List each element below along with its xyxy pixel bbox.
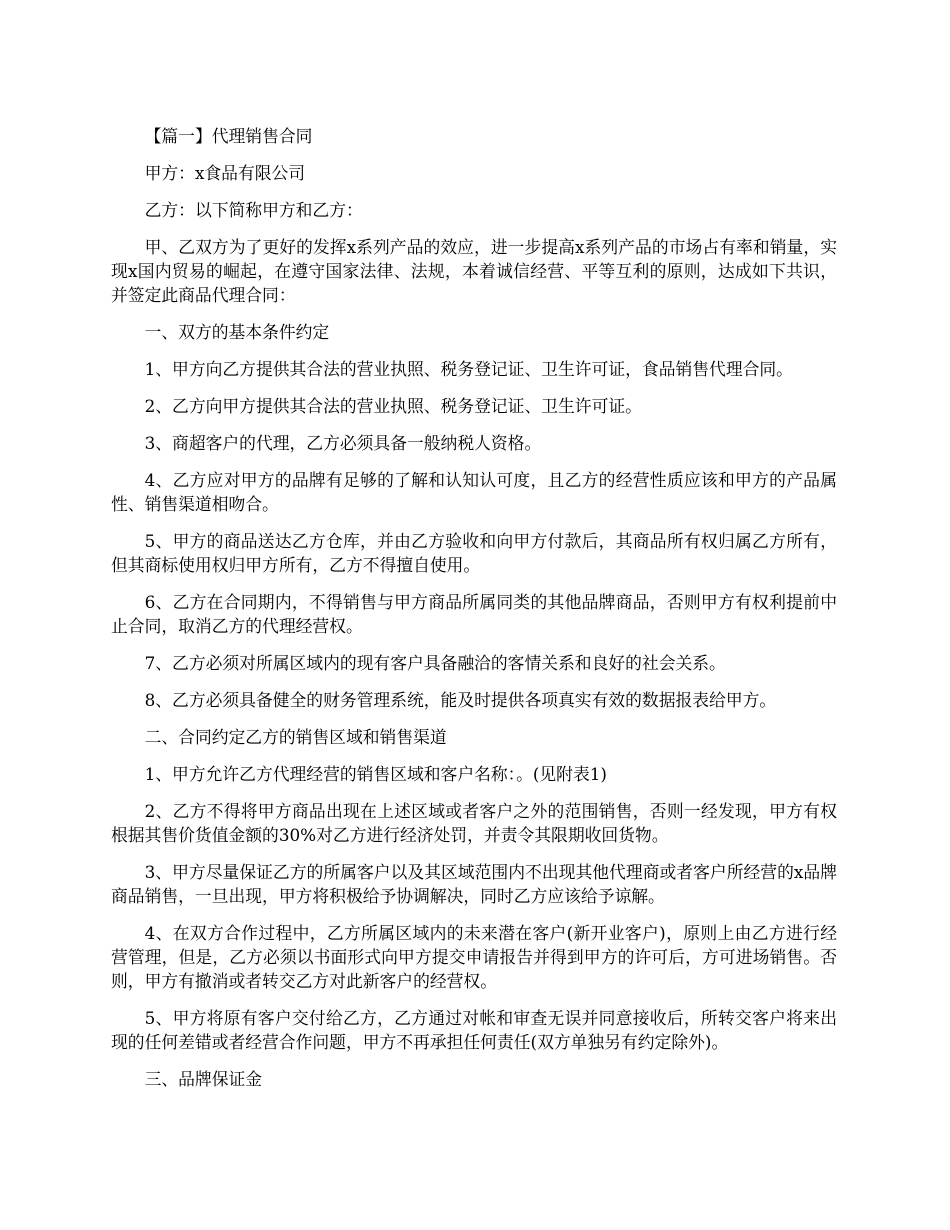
clause-item: 7、乙方必须对所属区域内的现有客户具备融洽的客情关系和良好的社会关系。 [144, 653, 726, 673]
clause-heading-3: 三、品牌保证金 [144, 1069, 263, 1089]
clause-heading-1: 一、双方的基本条件约定 [144, 322, 330, 342]
section-title: 【篇一】代理销售合同 [144, 126, 313, 146]
clause-item: 2、乙方向甲方提供其合法的营业执照、税务登记证、卫生许可证。 [144, 396, 642, 416]
clause-item: 1、甲方向乙方提供其合法的营业执照、税务登记证、卫生许可证，食品销售代理合同。 [144, 359, 793, 379]
clause-heading-2: 二、合同约定乙方的销售区域和销售渠道 [144, 727, 447, 747]
document-page [111, 124, 837, 1104]
clause-item: 8、乙方必须具备健全的财务管理系统，能及时提供各项真实有效的数据报表给甲方。 [144, 690, 777, 710]
clause-item: 4、乙方应对甲方的品牌有足够的了解和认知认可度，且乙方的经营性质应该和甲方的产品属性、销售渠道相吻合。 [111, 470, 837, 514]
clause-item: 5、甲方将原有客户交付给乙方，乙方通过对帐和审查无误并同意接收后，所转交客户将来出现的任何差错或者经营合作问题，甲方不再承担任何责任(双方单独另有约定除外)。 [111, 1008, 837, 1052]
clause-item: 4、在双方合作过程中，乙方所属区域内的未来潜在客户(新开业客户)，原则上由乙方进行经营管理，但是，乙方必须以书面形式向甲方提交申请报告并得到甲方的许可后，方可进场销售。否则，甲方有撤消或者转交乙方对此新客户的经营权。 [111, 923, 837, 991]
clause-item: 3、商超客户的代理，乙方必须具备一般纳税人资格。 [144, 433, 542, 453]
clause-item: 3、甲方尽量保证乙方的所属客户以及其区域范围内不出现其他代理商或者客户所经营的x品牌商品销售，一旦出现，甲方将积极给予协调解决，同时乙方应该给予谅解。 [111, 862, 837, 906]
clause-item: 2、乙方不得将甲方商品出现在上述区域或者客户之外的范围销售，否则一经发现，甲方有权根据其售价货值金额的30%对乙方进行经济处罚，并责令其限期收回货物。 [111, 801, 837, 845]
party-a-line: 甲方：x食品有限公司 [144, 163, 306, 183]
clause-item: 1、甲方允许乙方代理经营的销售区域和客户名称：。(见附表1) [144, 764, 607, 784]
preamble-paragraph: 甲、乙双方为了更好的发挥x系列产品的效应，进一步提高x系列产品的市场占有率和销量，实现x国内贸易的崛起，在遵守国家法律、法规，本着诚信经营、平等互利的原则，达成如下共识，并签定此商品代理合同： [111, 237, 837, 305]
clause-item: 5、甲方的商品送达乙方仓库，并由乙方验收和向甲方付款后，其商品所有权归属乙方所有，但其商标使用权归甲方所有，乙方不得擅自使用。 [111, 531, 837, 575]
party-b-line: 乙方：以下简称甲方和乙方： [144, 200, 363, 220]
clause-item: 6、乙方在合同期内，不得销售与甲方商品所属同类的其他品牌商品，否则甲方有权利提前中止合同，取消乙方的代理经营权。 [111, 592, 837, 636]
